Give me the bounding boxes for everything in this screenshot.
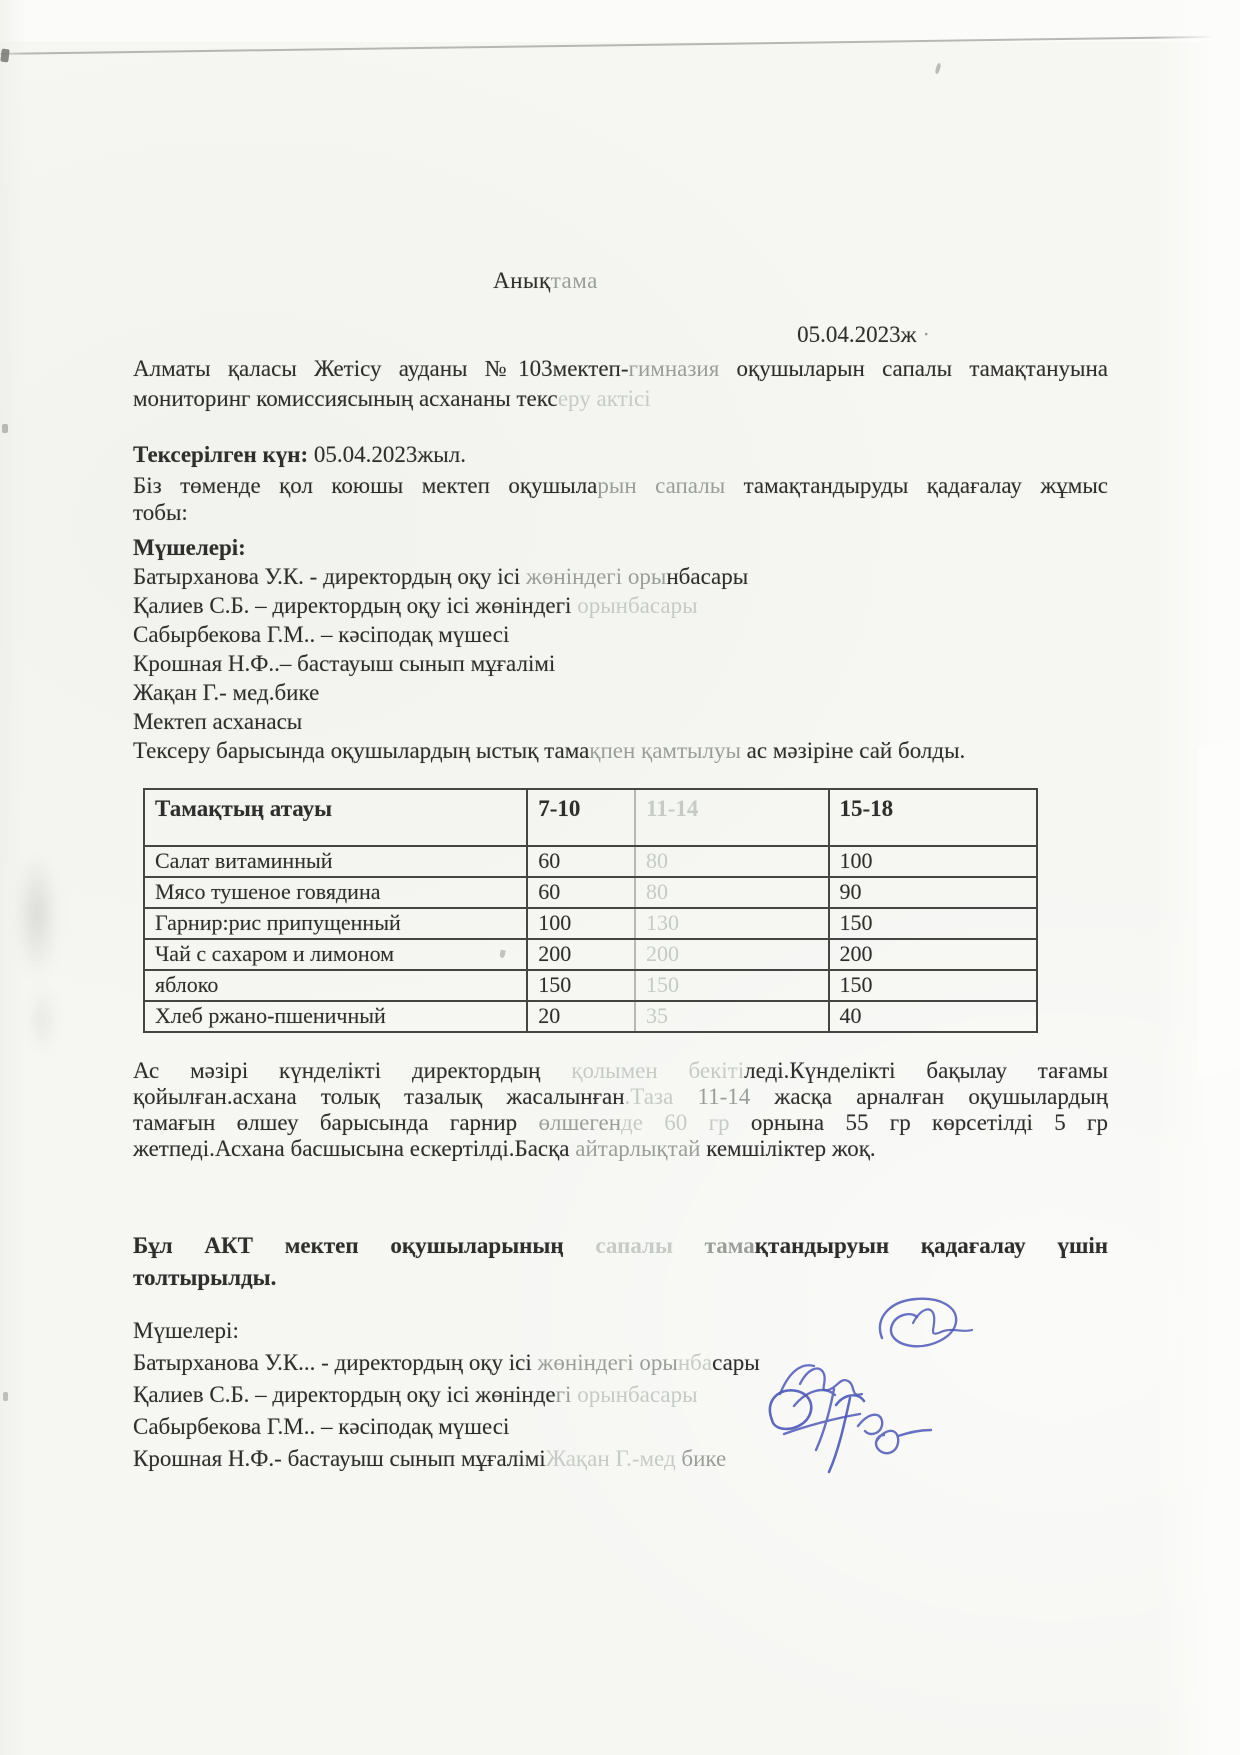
text-run: сапалы	[595, 1233, 673, 1258]
text-run: орнына 55 гр көрсетілді 5 гр	[750, 1110, 1108, 1135]
portion-11-14-cell: 200	[635, 939, 829, 970]
text-line	[133, 440, 1108, 469]
scan-right-wedge	[1198, 731, 1240, 1078]
akt-purpose-paragraph	[133, 1230, 1108, 1294]
text-run: жасқа арналған оқушылардың	[750, 1084, 1109, 1109]
table-row	[144, 939, 1037, 970]
text-run: орынбасары	[577, 593, 698, 618]
text-run: жөніндегі оры	[526, 564, 667, 589]
text-run: Қалиев С.Б. – директордың оқу ісі жөнінде	[133, 1382, 556, 1407]
text-run: ас мәзіріне сай болды.	[740, 738, 966, 763]
table-row	[144, 908, 1037, 939]
text-run: толтырылды.	[133, 1265, 277, 1290]
portion-15-18-cell: 100	[829, 846, 1038, 877]
text-line	[133, 678, 1108, 707]
text-run: нба	[677, 1350, 713, 1375]
text-run: еру актісі	[557, 386, 651, 411]
portion-7-10-cell: 60	[527, 877, 635, 908]
text-run: оқушыларын сапалы тамақтануына	[719, 356, 1108, 381]
text-run: Батырханова У.К. - директордың оқу ісі	[133, 564, 526, 589]
text-run: қойылған.асхана толық тазалық жасалынған	[133, 1084, 625, 1109]
scan-smudge	[16, 850, 58, 980]
portion-7-10-cell: 20	[527, 1001, 635, 1032]
text-line	[133, 1411, 1108, 1443]
text-run: Қалиев С.Б. – директордың оқу ісі жөніндегі	[133, 593, 578, 618]
text-line	[133, 620, 1108, 649]
text-run: айтарлықтай	[575, 1136, 701, 1161]
text-line	[133, 591, 1108, 620]
portion-11-14-cell: 150	[635, 970, 829, 1001]
portion-15-18-cell: 150	[829, 970, 1038, 1001]
text-run: .Таза	[624, 1084, 698, 1109]
document-body	[133, 0, 1108, 1755]
text-line	[133, 1136, 1108, 1162]
text-run: гі	[555, 1382, 578, 1407]
portion-11-14-cell: 80	[635, 846, 829, 877]
text-run: Мүшелері:	[133, 1318, 239, 1343]
text-run: рын сапалы	[597, 473, 726, 498]
inspection-result-paragraph	[133, 1058, 1108, 1162]
text-run: гимназия	[628, 356, 720, 381]
portion-7-10-cell: 100	[527, 908, 635, 939]
text-run: Крошная Н.Ф.- бастауыш сынып мұғалімі	[133, 1446, 546, 1471]
col-header-meal-name: Тамақтың атауы	[144, 789, 527, 846]
text-run: тобы:	[133, 500, 188, 525]
text-line	[133, 1230, 1108, 1262]
text-run: де 60 гр	[621, 1110, 751, 1135]
table-row	[144, 970, 1037, 1001]
scan-smudge	[28, 985, 56, 1055]
text-line	[133, 354, 1108, 384]
text-line	[133, 384, 1108, 414]
text-run: мониторинг комиссиясының асхананы текс	[133, 386, 558, 411]
col-header-age-7-10: 7-10	[527, 789, 635, 846]
portion-11-14-cell: 35	[635, 1001, 829, 1032]
text-line	[133, 562, 1108, 591]
text-line	[133, 1110, 1108, 1136]
portion-15-18-cell: 40	[829, 1001, 1038, 1032]
text-run: 05.04.2023жыл.	[308, 442, 466, 467]
text-run: Тексеру барысында оқушылардың ыстық тама	[133, 738, 590, 763]
text-run: Алматы қаласы Жетісу ауданы №103мектеп-	[133, 356, 629, 381]
text-run: жөніндегі оры	[537, 1350, 678, 1375]
portion-7-10-cell: 200	[527, 939, 635, 970]
text-line	[133, 533, 1108, 562]
text-run: Батырханова У.К... - директордың оқу ісі	[133, 1350, 538, 1375]
portion-7-10-cell: 60	[527, 846, 635, 877]
text-run: тама	[550, 268, 598, 293]
scan-speck	[0, 49, 10, 63]
col-header-age-15-18: 15-18	[829, 789, 1038, 846]
text-run: қолымен бекіті	[571, 1058, 745, 1083]
text-line	[133, 1262, 1108, 1294]
text-run: тама	[672, 1233, 755, 1258]
meal-name-cell: Хлеб ржано-пшеничный	[144, 1001, 527, 1032]
meal-name-cell: Гарнир:рис припущенный	[144, 908, 527, 939]
text-run: кемшіліктер жоқ.	[700, 1136, 876, 1161]
text-run: леді.Күнделікті бақылау тағамы	[744, 1058, 1108, 1083]
table-row	[144, 877, 1037, 908]
text-run: қтандыруын қадағалау үшін	[754, 1233, 1109, 1258]
text-line	[133, 1347, 1108, 1379]
text-run: Бұл АКТ мектеп оқушыларының	[133, 1233, 596, 1258]
portion-11-14-cell: 130	[635, 908, 829, 939]
text-run: тамақтандыруды қадағалау жұмыс	[725, 473, 1108, 498]
text-run: Сабырбекова Г.М.. – кәсіподақ мүшесі	[133, 622, 510, 647]
col-header-age-11-14: 11-14	[635, 789, 829, 846]
text-run: сары	[712, 1350, 760, 1375]
text-run: ·	[916, 322, 930, 347]
text-line	[133, 736, 1108, 765]
text-line	[133, 707, 1108, 736]
table-row	[144, 1001, 1037, 1032]
meal-name-cell: Мясо тушеное говядина	[144, 877, 527, 908]
text-run: Жақан Г.-мед	[545, 1446, 676, 1471]
checked-date-line	[133, 440, 1108, 469]
text-run: Тексерілген күн:	[133, 442, 309, 467]
text-run: 11-14	[697, 1084, 751, 1109]
text-run: тамағын өлшеу барысында гарнир	[133, 1110, 539, 1135]
text-run: нбасары	[666, 564, 749, 589]
meal-name-cell: яблоко	[144, 970, 527, 1001]
scan-speck	[2, 424, 8, 433]
portion-15-18-cell: 90	[829, 877, 1038, 908]
intro-paragraph	[133, 354, 1108, 414]
working-group-paragraph	[133, 472, 1108, 526]
meal-name-cell: Салат витаминный	[144, 846, 527, 877]
text-run: Біз төменде қол коюшы мектеп оқушыла	[133, 473, 598, 498]
text-line	[133, 1443, 1108, 1475]
text-run: Жақан Г.- мед.бике	[133, 680, 320, 705]
portion-15-18-cell: 150	[829, 908, 1038, 939]
meal-name-cell: Чай с сахаром и лимоном	[144, 939, 527, 970]
members-list	[133, 533, 1108, 765]
members-signature-list	[133, 1315, 1108, 1475]
portion-7-10-cell: 150	[527, 970, 635, 1001]
text-run: Ас мәзірі күнделікті директордың	[133, 1058, 572, 1083]
text-line	[133, 1058, 1108, 1084]
text-run: жетпеді.Асхана басшысына ескертілді.Басқа	[133, 1136, 576, 1161]
text-line	[133, 1379, 1108, 1411]
table-row	[144, 846, 1037, 877]
portion-11-14-cell: 80	[635, 877, 829, 908]
table-header-row	[144, 789, 1037, 846]
text-run: өлшеген	[538, 1110, 622, 1135]
text-line	[133, 472, 1108, 499]
text-run: Крошная Н.Ф..– бастауыш сынып мұғалімі	[133, 651, 556, 676]
text-run: Сабырбекова Г.М.. – кәсіподақ мүшесі	[133, 1414, 510, 1439]
text-line	[133, 499, 1108, 526]
text-run: 05.04.2023ж	[797, 322, 917, 347]
text-line	[133, 649, 1108, 678]
text-run: қпен қамтылуы	[589, 738, 741, 763]
text-line	[133, 1315, 1108, 1347]
text-run: орынбасары	[577, 1382, 698, 1407]
text-run: Мектеп асханасы	[133, 709, 303, 734]
meal-portions-table	[143, 788, 1038, 1033]
text-run: Мүшелері:	[133, 535, 246, 560]
text-run: бике	[675, 1446, 727, 1471]
document-title	[0, 266, 1108, 295]
scan-speck	[3, 1392, 8, 1401]
text-line	[133, 1084, 1108, 1110]
document-date	[133, 320, 1108, 349]
portion-15-18-cell: 200	[829, 939, 1038, 970]
text-run: Анық	[493, 268, 551, 293]
